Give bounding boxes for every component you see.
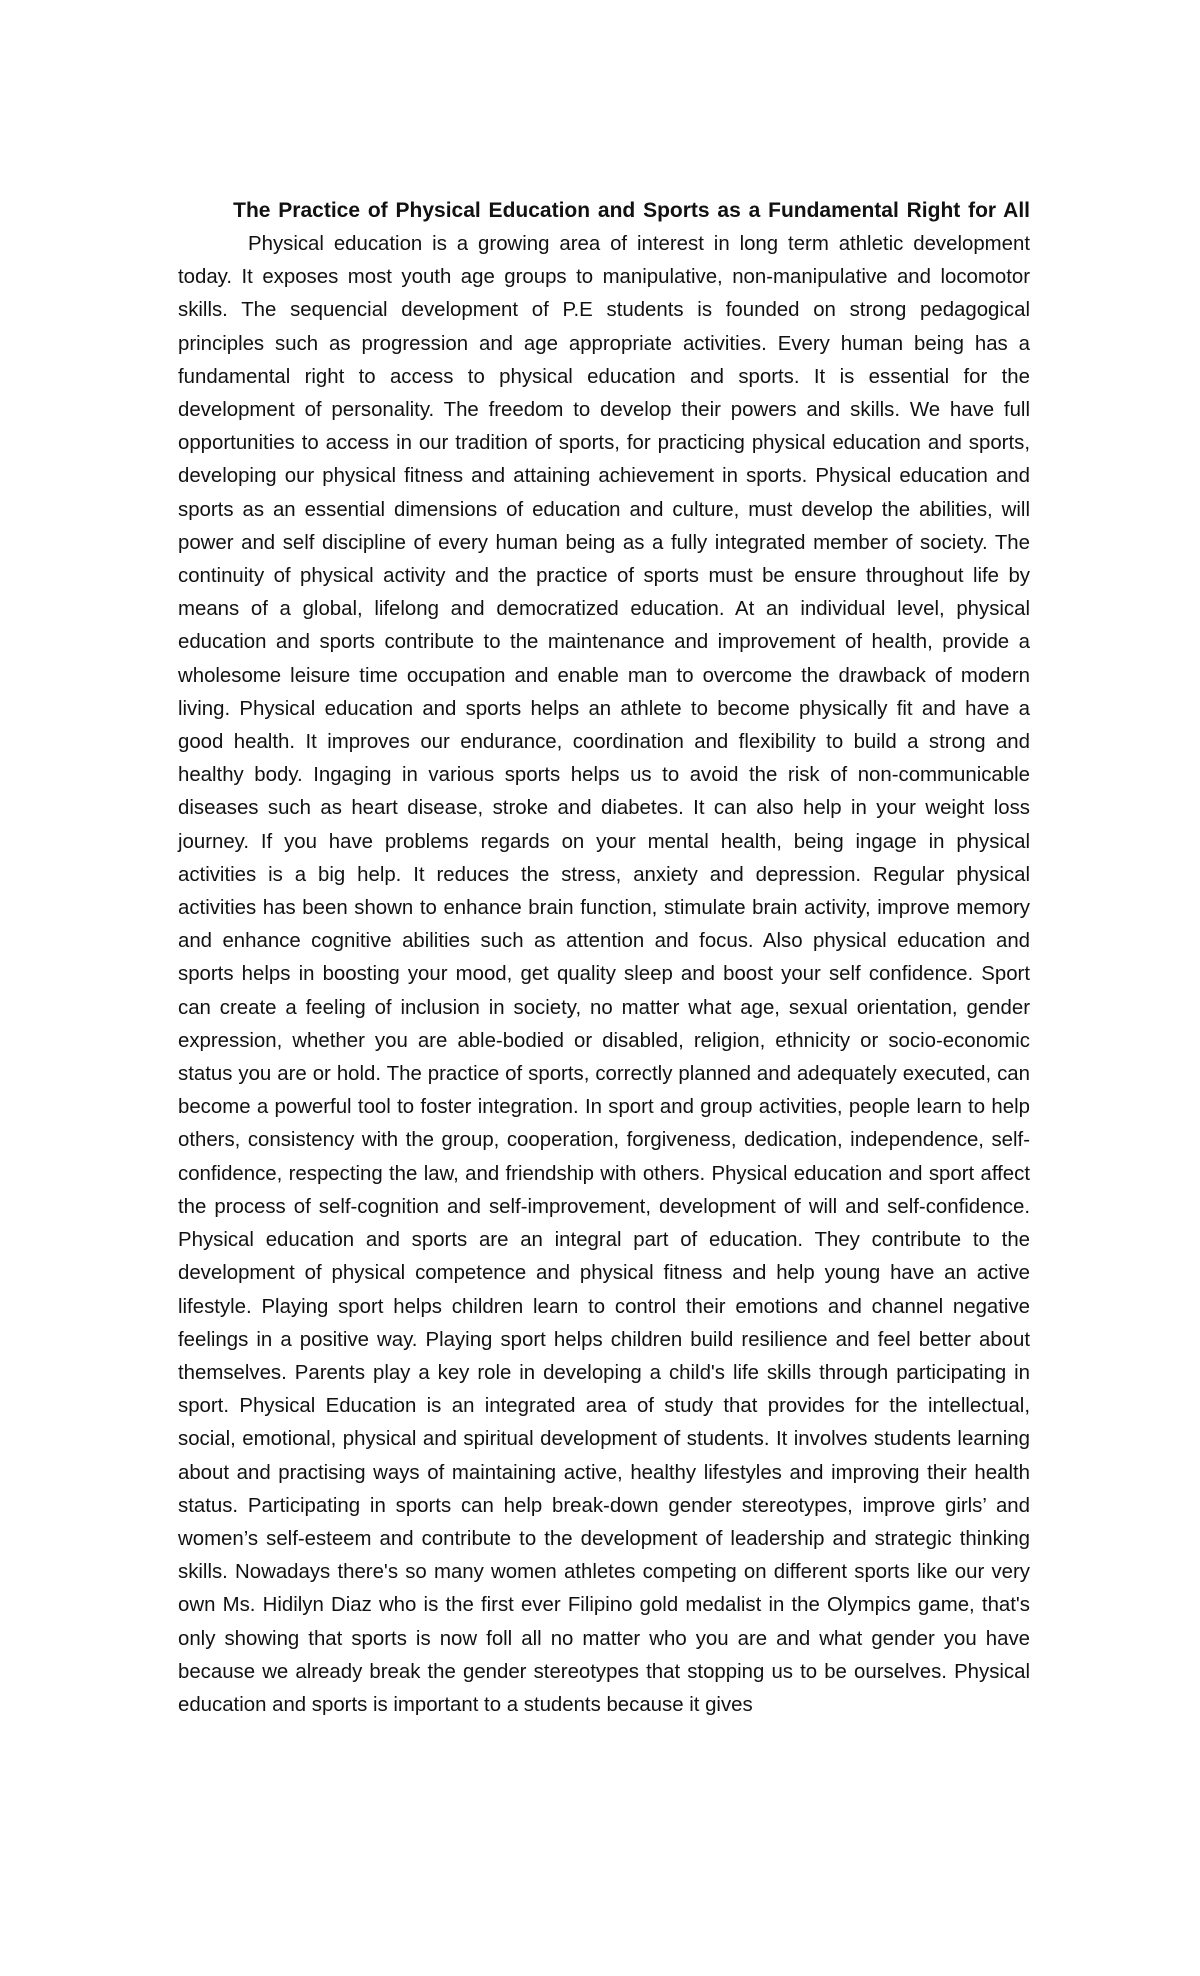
- document-body: [178, 194, 1030, 1722]
- body-paragraph: Physical education is a growing area of interest in long term athletic development today. It exposes most youth age groups to manipulative, non-manipulative and locomotor skills. The sequencial development of P.E students is founded on strong pedagogical principles such as progression and age appropriate activities. Every human being has a fundamental right to access to physical education and sports. It is essential for the development of personality. The freedom to develop their powers and skills. We have full opportunities to access in our tradition of sports, for practicing physical education and sports, developing our physical fitness and attaining achievement in sports. Physical education and sports as an essential dimensions of education and culture, must develop the abilities, will power and self discipline of every human being as a fully integrated member of society. The continuity of physical activity and the practice of sports must be ensure throughout life by means of a global, lifelong and democratized education. At an individual level, physical education and sports contribute to the maintenance and improvement of health, provide a wholesome leisure time occupation and enable man to overcome the drawback of modern living. Physical education and sports helps an athlete to become physically fit and have a good health. It improves our endurance, coordination and flexibility to build a strong and healthy body. Ingaging in various sports helps us to avoid the risk of non-communicable diseases such as heart disease, stroke and diabetes. It can also help in your weight loss journey. If you have problems regards on your mental health, being ingage in physical activities is a big help. It reduces the stress, anxiety and depression. Regular physical activities has been shown to enhance brain function, stimulate brain activity, improve memory and enhance cognitive abilities such as attention and focus. Also physical education and sports helps in boosting your mood, get quality sleep and boost your self confidence. Sport can create a feeling of inclusion in society, no matter what age, sexual orientation, gender expression, whether you are able-bodied or disabled, religion, ethnicity or socio-economic status you are or hold. The practice of sports, correctly planned and adequately executed, can become a powerful tool to foster integration. In sport and group activities, people learn to help others, consistency with the group, cooperation, forgiveness, dedication, independence, self-confidence, respecting the law, and friendship with others. Physical education and sport affect the process of self-cognition and self-improvement, development of will and self-confidence. Physical education and sports are an integral part of education. They contribute to the development of physical competence and physical fitness and help young have an active lifestyle. Playing sport helps children learn to control their emotions and channel negative feelings in a positive way. Playing sport helps children build resilience and feel better about themselves. Parents play a key role in developing a child's life skills through participating in sport. Physical Education is an integrated area of study that provides for the intellectual, social, emotional, physical and spiritual development of students. It involves students learning about and practising ways of maintaining active, healthy lifestyles and improving their health status. Participating in sports can help break-down gender stereotypes, improve girls’ and women’s self-esteem and contribute to the development of leadership and strategic thinking skills. Nowadays there's so many women athletes competing on different sports like our very own Ms. Hidilyn Diaz who is the first ever Filipino gold medalist in the Olympics game, that's only showing that sports is now foll all no matter who you are and what gender you have because we already break the gender stereotypes that stopping us to be ourselves. Physical education and sports is important to a students because it gives: [178, 233, 1030, 1716]
- document-title: The Practice of Physical Education and Sports as a Fundamental Right for All: [233, 199, 1030, 222]
